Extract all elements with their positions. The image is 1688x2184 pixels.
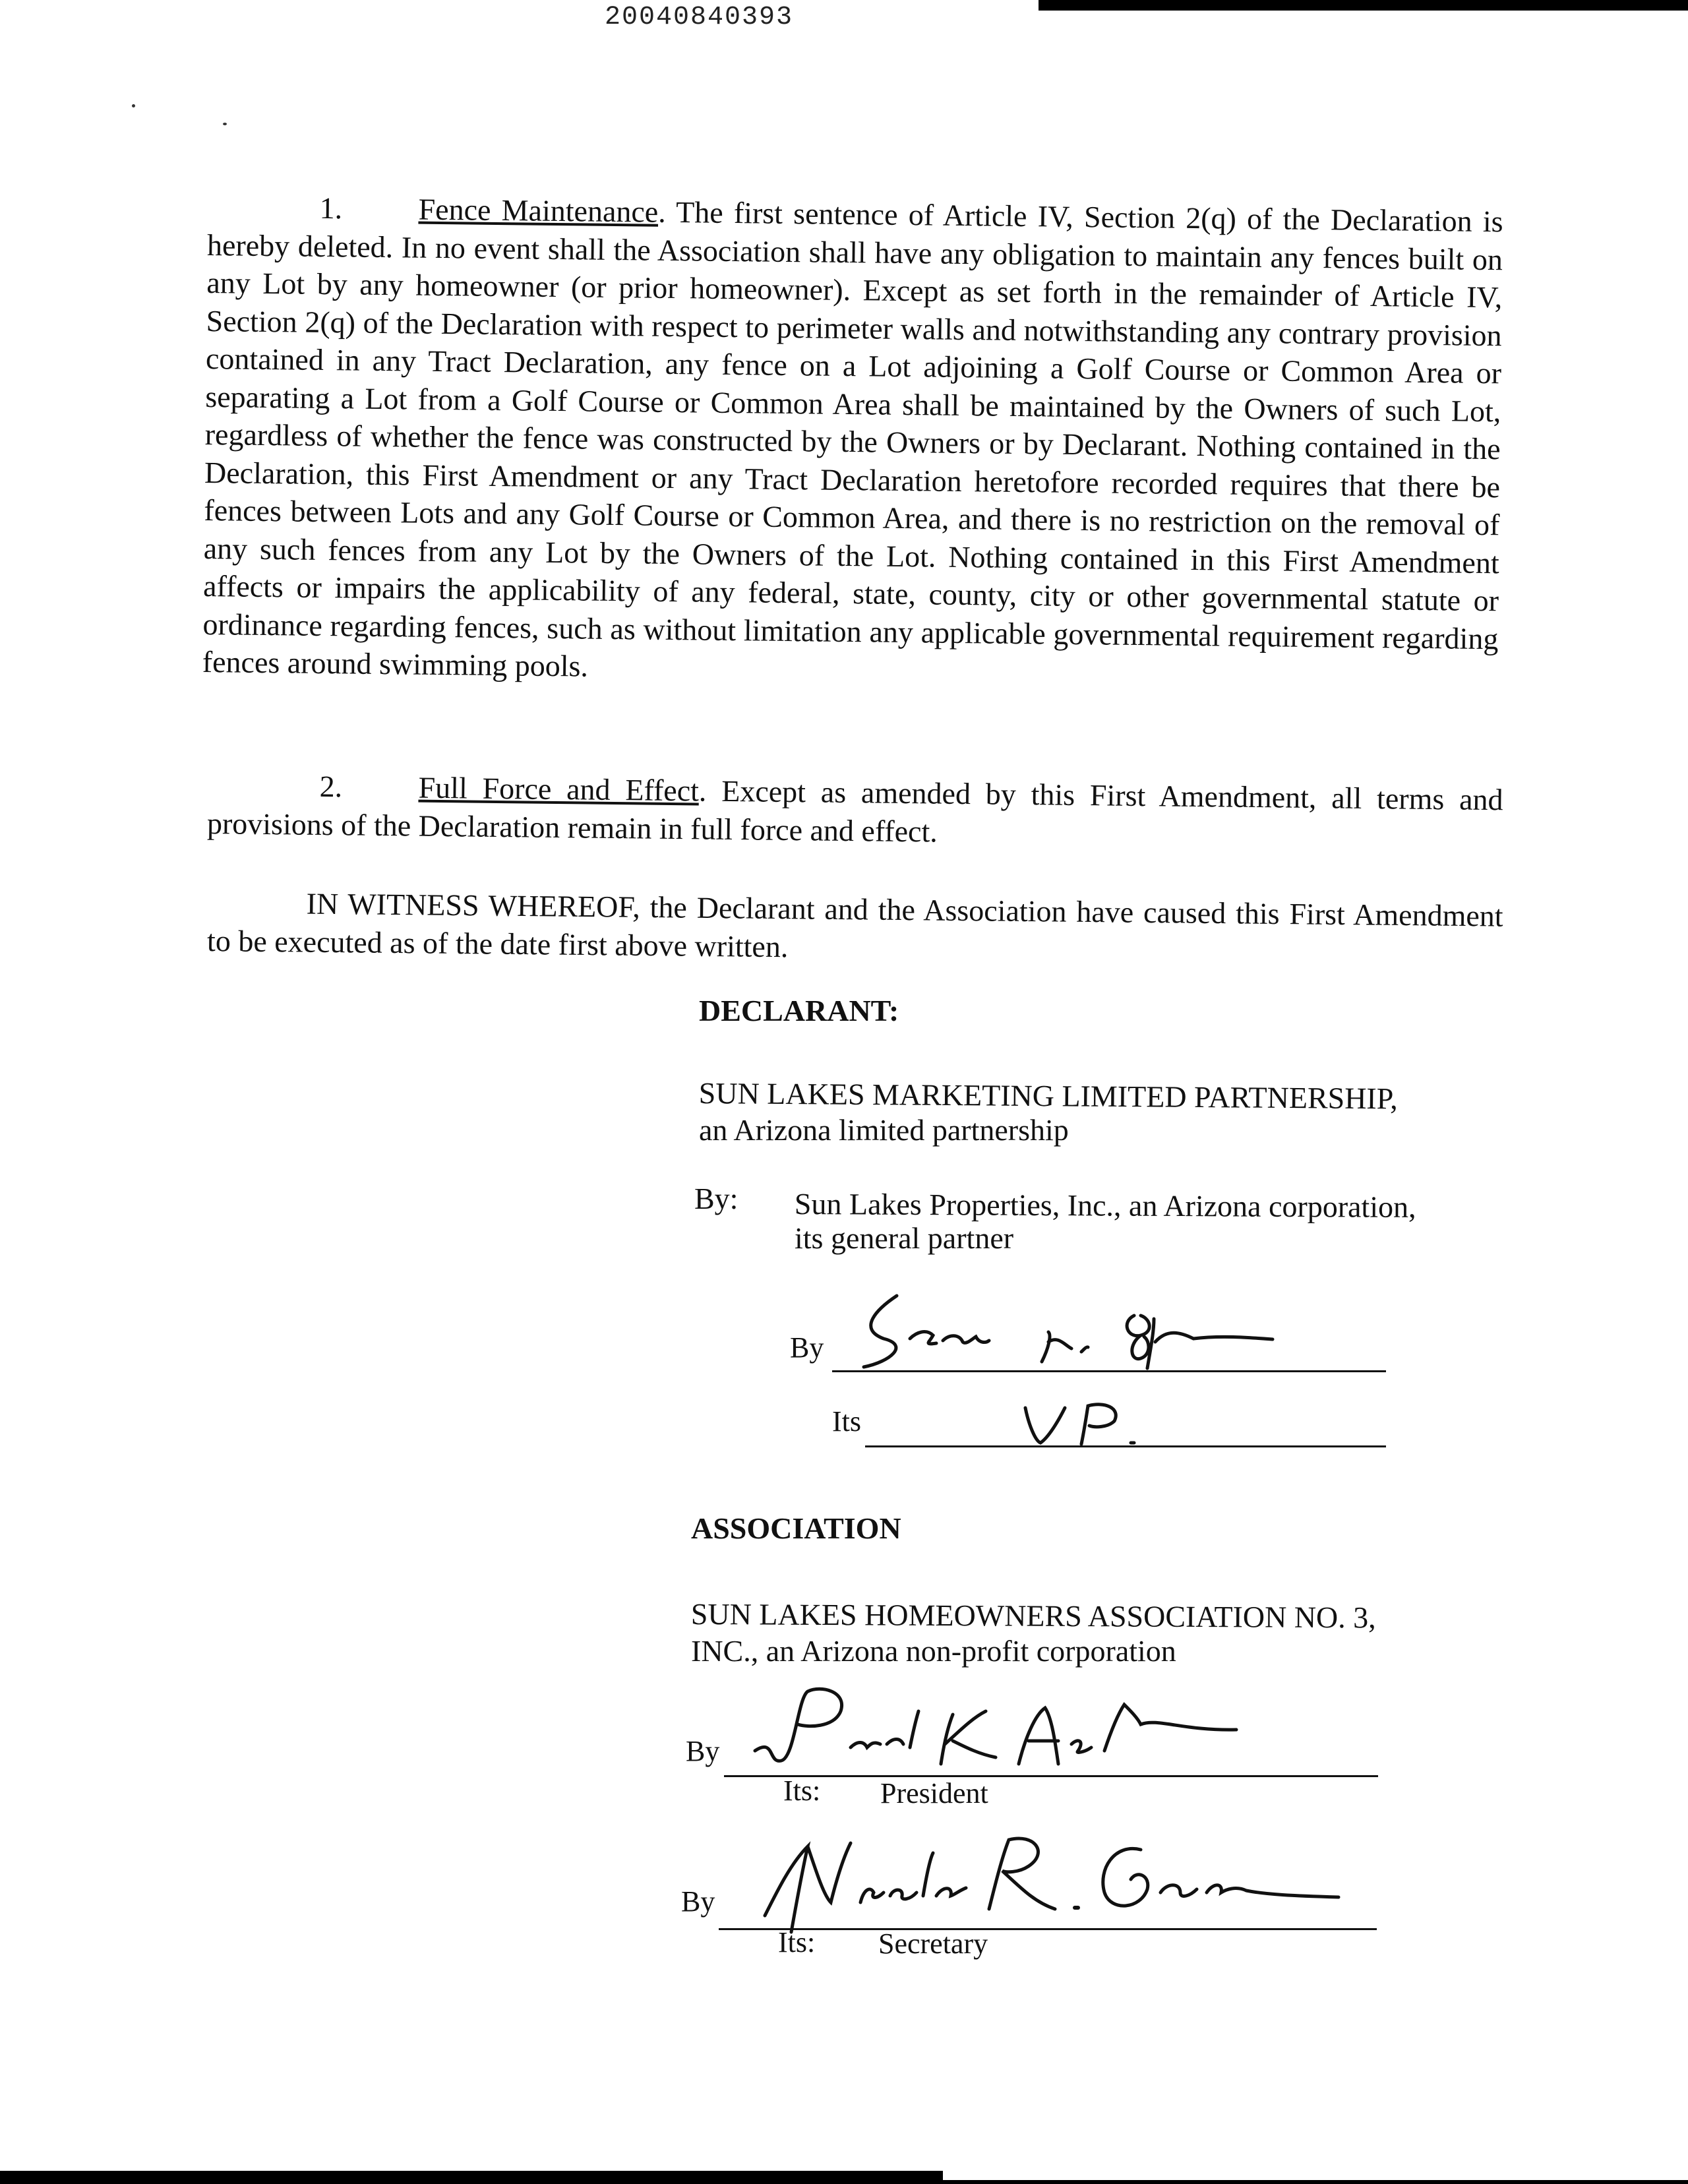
association-sign2-title: Secretary [878, 1927, 988, 1960]
paragraph-fence-maintenance [202, 188, 1503, 696]
president-signature-icon [735, 1678, 1250, 1784]
association-sign2-by-label: By [681, 1885, 715, 1918]
scan-edge-bottom [0, 2171, 943, 2180]
declarant-signature-icon [851, 1283, 1299, 1381]
paragraph-heading: Fence Maintenance [418, 192, 659, 229]
declarant-entity-name: SUN LAKES MARKETING LIMITED PARTNERSHIP, [698, 1076, 1398, 1116]
witness-paragraph [207, 884, 1503, 973]
declarant-its-label: Its [832, 1405, 861, 1438]
declarant-sign-by-label: By [790, 1331, 824, 1364]
paragraph-full-force [207, 766, 1503, 857]
paragraph-number: 2. [319, 769, 343, 804]
declarant-title-handwriting-icon [1015, 1398, 1174, 1451]
association-sign2-its-label: Its: [778, 1926, 816, 1958]
paragraph-number: 1. [319, 191, 343, 226]
scan-speck [223, 123, 227, 125]
declarant-partner-role: its general partner [795, 1221, 1014, 1255]
association-sign1-title: President [880, 1777, 988, 1809]
paragraph-heading: Full Force and Effect [418, 770, 700, 808]
association-sign1-its-label: Its: [783, 1774, 821, 1807]
declarant-partner-name: Sun Lakes Properties, Inc., an Arizona corporation, [794, 1187, 1416, 1224]
secretary-signature-icon [745, 1817, 1352, 1949]
paragraph-text: . The first sentence of Article IV, Section 2(q) of the Declaration is hereby deleted. In no event shall the Association shall have any obligation to maintain any fences built on any Lot by any homeowner (or prior homeowner). Except as set forth in the remainder of Article IV, Section 2(q) of the Declaration with respect to perimeter walls and notwithstanding any contrary provision contained in any Tract Declaration, any fence on a Lot adjoining a Golf Course or Common Area or separating a Lot from a Golf Course or Common Area shall be maintained by the Owners of such Lot, regardless of whether the fence was constructed by the Owners or by Declarant. Nothing contained in the Declaration, this First Amendment or any Tract Declaration heretofore recorded requires that there be fences between Lots and any Golf Course or Common Area, and there is no restriction on the removal of any such fences from any Lot by the Owners of the Lot. Nothing contained in this First Amendment affects or impairs the applicability of any federal, state, county, city or other governmental statute or ordinance regarding fences, such as without limitation any applicable governmental requirement regarding fences around swimming pools. [202, 195, 1503, 683]
association-entity-name: SUN LAKES HOMEOWNERS ASSOCIATION NO. 3, [690, 1597, 1376, 1635]
paragraph-text: . Except as amended by this First Amendment, all terms and provisions of the Declaration remain in full force and effect. [206, 774, 1503, 849]
scan-edge-top [1039, 0, 1688, 11]
scan-speck [132, 104, 135, 107]
witness-text: IN WITNESS WHEREOF, the Declarant and the Association have caused this First Amendment to be executed as of the date first above written. [206, 886, 1503, 963]
association-sign1-by-label: By [686, 1735, 720, 1767]
association-entity-type: INC., an Arizona non-profit corporation [691, 1634, 1176, 1668]
declarant-heading: DECLARANT: [699, 994, 899, 1027]
declarant-by-label: By: [694, 1182, 738, 1215]
scan-edge-bottom-strip [0, 2180, 1688, 2184]
declarant-entity-type: an Arizona limited partnership [699, 1113, 1069, 1147]
association-heading: ASSOCIATION [691, 1511, 901, 1545]
document-number: 20040840393 [604, 3, 794, 32]
